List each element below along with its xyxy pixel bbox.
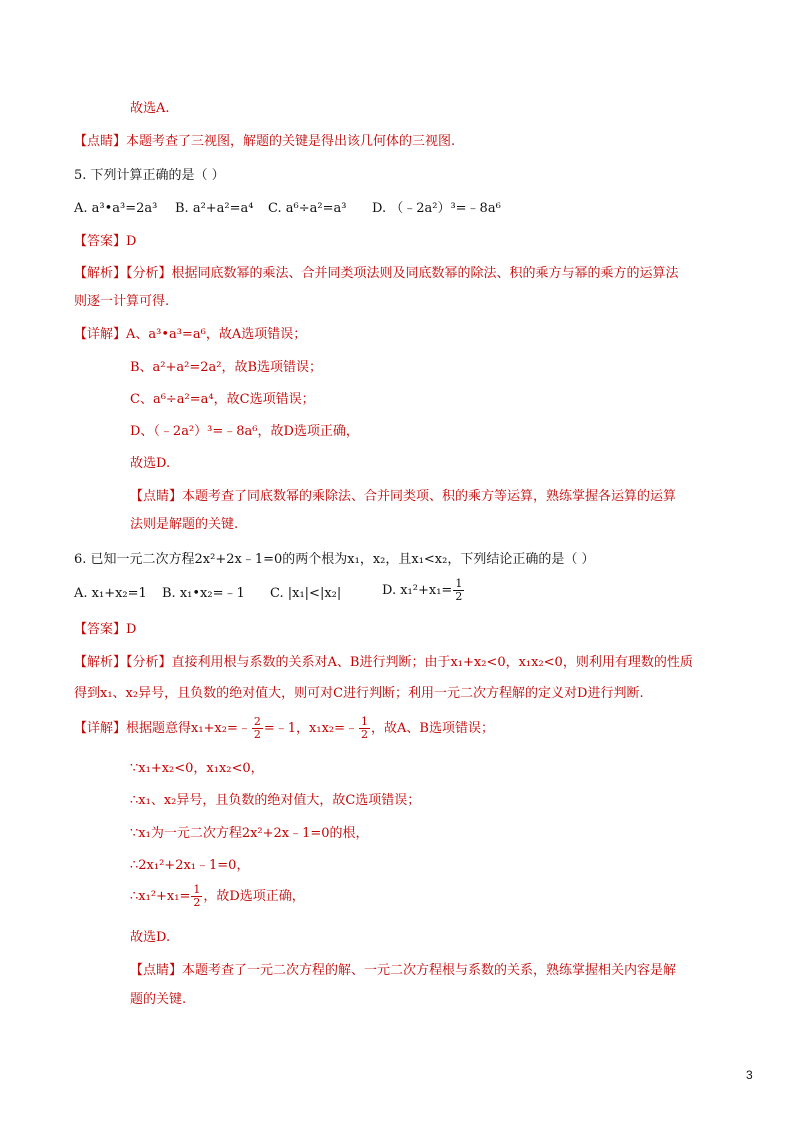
answer-line: 【答案】D <box>74 622 137 637</box>
question-6-option-d <box>382 578 465 603</box>
detail-line <box>130 884 305 909</box>
fraction: $\frac{1}{2}$ <box>455 577 463 603</box>
fraction: $\frac{1}{2}$ <box>361 715 369 741</box>
question-5-option-b: B. a²+a²=a⁴ <box>175 201 254 216</box>
detail-line: ∴2x₁²+2x₁﹣1=0， <box>130 858 250 873</box>
analysis-line: 则逐一计算可得. <box>74 294 170 309</box>
analysis-line: 【解析】【分析】直接利用根与系数的关系对A、B进行判断；由于x₁+x₂<0，x₁x₂<0，则利用有理数的性质 <box>74 655 693 670</box>
fraction: $\frac{1}{2}$ <box>193 883 201 909</box>
detail-line: ∵x₁+x₂<0，x₁x₂<0， <box>130 761 264 776</box>
detail-line: C、a⁶÷a²=a⁴，故C选项错误； <box>130 392 315 407</box>
question-6-option-a: A. x₁+x₂=1 <box>74 586 147 601</box>
detail-text: ，故A、B选项错误； <box>371 721 494 736</box>
detail-line: D、（﹣2a²）³=﹣8a⁶，故D选项正确， <box>130 424 359 439</box>
question-6-option-c: C. |x₁|<|x₂| <box>270 586 342 601</box>
option-d-text: D. x₁²+x₁= <box>382 583 453 598</box>
tip-line: 【点睛】本题考查了一元二次方程的解、一元二次方程根与系数的关系，熟练掌握相关内容是解 <box>130 963 677 978</box>
question-5-option-d: D. （﹣2a²）³=﹣8a⁶ <box>372 201 501 216</box>
tip-line: 【点睛】本题考查了三视图，解题的关键是得出该几何体的三视图. <box>74 134 456 149</box>
analysis-line: 【解析】【分析】根据同底数幂的乘法、合并同类项法则及同底数幂的除法、积的乘方与幂的乘方的运算法 <box>74 266 679 281</box>
detail-line: B、a²+a²=2a²，故B选项错误； <box>130 360 323 375</box>
fraction: $\frac{2}{2}$ <box>253 715 261 741</box>
detail-line: ∴x₁、x₂异号，且负数的绝对值大，故C选项错误； <box>130 793 421 808</box>
question-5-option-c: C. a⁶÷a²=a³ <box>268 201 347 216</box>
detail-text: ，故D选项正确， <box>203 889 305 904</box>
detail-line <box>74 716 494 741</box>
detail-line: ∵x₁为一元二次方程2x²+2x﹣1=0的根， <box>130 826 369 841</box>
tip-line: 【点睛】本题考查了同底数幂的乘除法、合并同类项、积的乘方等运算，熟练掌握各运算的运算 <box>130 489 677 504</box>
detail-text: =﹣1，x₁x₂=﹣ <box>263 721 359 736</box>
detail-text: 【详解】根据题意得x₁+x₂=﹣ <box>74 721 251 736</box>
question-5-option-a: A. a³•a³=2a³ <box>74 201 158 216</box>
question-6-option-b: B. x₁•x₂=﹣1 <box>162 586 245 601</box>
tip-line: 法则是解题的关键. <box>130 517 239 532</box>
page-number: 3 <box>746 1068 753 1082</box>
question-6-stem: 6. 已知一元二次方程2x²+2x﹣1=0的两个根为x₁，x₂，且x₁<x₂，下列结论正确的是（ ） <box>74 552 595 567</box>
detail-line: 故选D. <box>130 930 171 945</box>
tip-line: 题的关键. <box>130 992 187 1007</box>
question-5-stem: 5. 下列计算正确的是（ ） <box>74 168 225 183</box>
answer-line: 【答案】D <box>74 234 137 249</box>
detail-line: 【详解】A、a³•a³=a⁶，故A选项错误； <box>74 327 307 342</box>
analysis-line: 得到x₁、x₂异号，且负数的绝对值大，则可对C进行判断；利用一元二次方程解的定义对D进行判断. <box>74 686 644 701</box>
detail-text: ∴x₁²+x₁= <box>130 889 191 904</box>
text-line: 故选A. <box>130 101 170 116</box>
detail-line: 故选D. <box>130 456 171 471</box>
